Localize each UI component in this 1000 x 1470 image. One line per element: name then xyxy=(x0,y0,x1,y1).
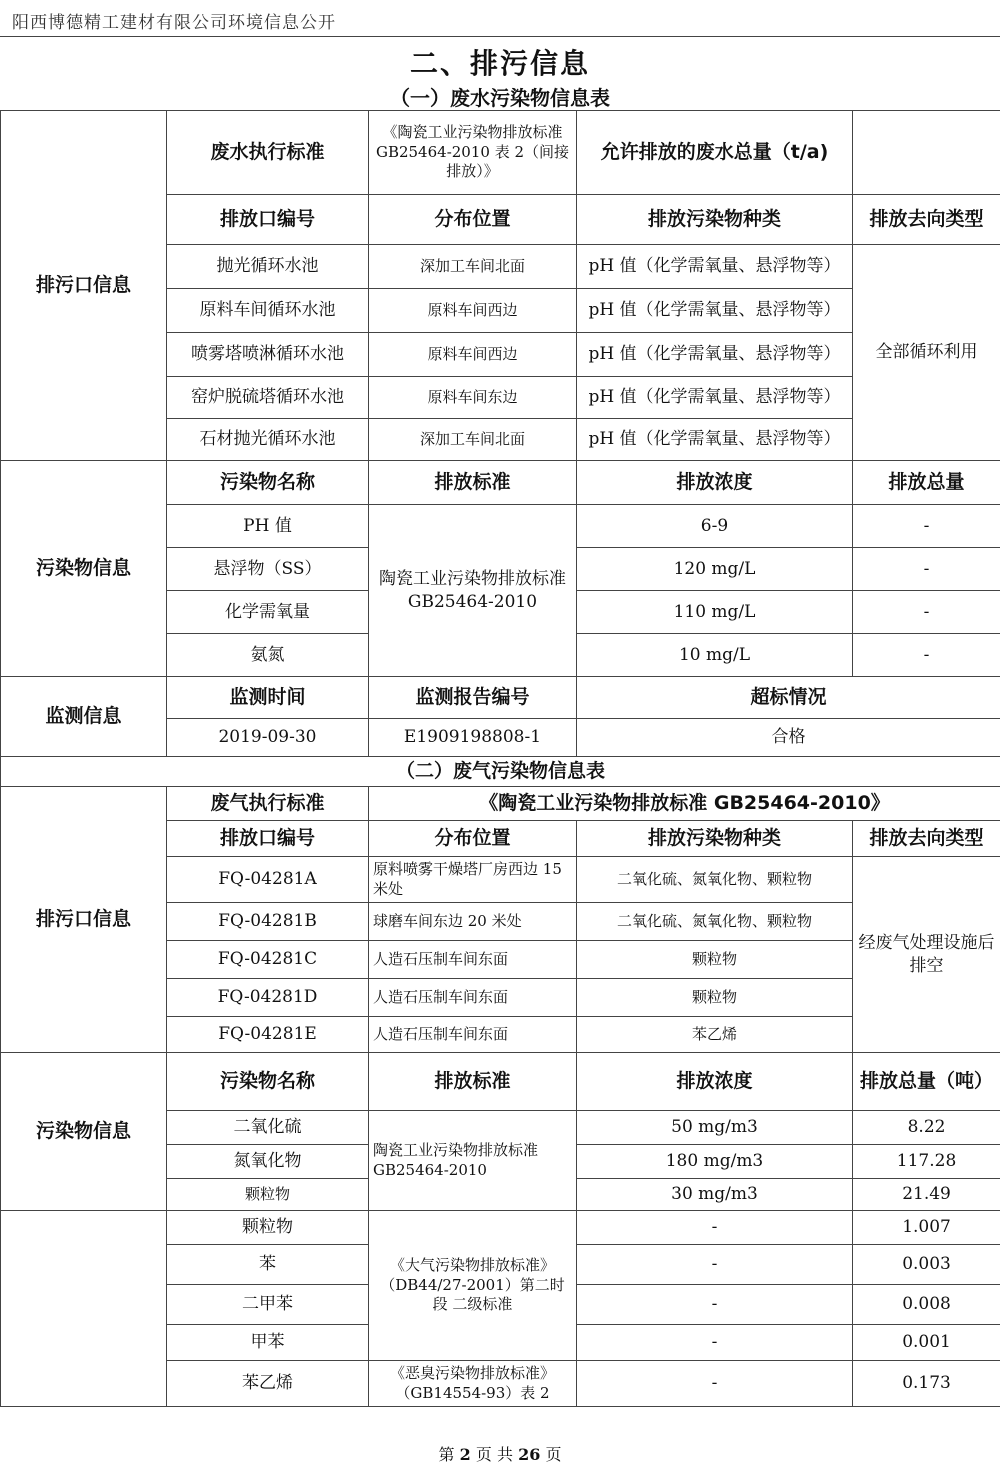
ex-pollutant-total: 0.003 xyxy=(853,1245,1000,1285)
ex-pollutant-total: 0.173 xyxy=(853,1361,1000,1407)
ww-monitor-report: E1909198808-1 xyxy=(369,719,577,757)
ww-outlet-id: 窑炉脱硫塔循环水池 xyxy=(167,377,369,419)
exhaust-table xyxy=(0,756,1000,1407)
ww-outlet-section-label: 排污口信息 xyxy=(1,111,167,461)
ww-outlet-loc: 深加工车间北面 xyxy=(369,245,577,289)
ex-pollutant-name: 颗粒物 xyxy=(167,1211,369,1245)
ex-pollutant-total: 0.001 xyxy=(853,1325,1000,1361)
ww-pollutant-name: 悬浮物（SS） xyxy=(167,548,369,591)
ex-outlet-loc: 球磨车间东边 20 米处 xyxy=(369,903,577,941)
ex-outlet-direction: 经废气处理设施后排空 xyxy=(853,857,1000,1053)
ww-outlet-id: 原料车间循环水池 xyxy=(167,289,369,333)
ex-pollutant-name: 颗粒物 xyxy=(167,1179,369,1211)
ww-std-value: 《陶瓷工业污染物排放标准 GB25464-2010 表 2（间接排放）》 xyxy=(369,111,577,195)
ex-pollutant-total: 117.28 xyxy=(853,1145,1000,1179)
ex-pollutant-total: 0.008 xyxy=(853,1285,1000,1325)
ex-std-label: 废气执行标准 xyxy=(167,787,369,821)
ex-pollutant-name: 二氧化硫 xyxy=(167,1111,369,1145)
ex-pollutant-conc: 50 mg/m3 xyxy=(577,1111,853,1145)
ww-pollutant-header: 排放标准 xyxy=(369,461,577,505)
ex-pollutant-header: 污染物名称 xyxy=(167,1053,369,1111)
page-footer xyxy=(0,1442,1000,1465)
ex-pollutant-total: 21.49 xyxy=(853,1179,1000,1211)
ex-group2-standard: 《大气污染物排放标准》（DB44/27-2001）第二时段 二级标准 xyxy=(369,1211,577,1361)
ww-outlet-header: 排放去向类型 xyxy=(853,195,1000,245)
ww-outlet-header: 分布位置 xyxy=(369,195,577,245)
header-divider xyxy=(0,36,1000,37)
footer-mid: 页 共 xyxy=(475,1445,513,1464)
footer-total-pages: 26 xyxy=(518,1445,541,1464)
ex-pollutant-name: 氮氧化物 xyxy=(167,1145,369,1179)
ww-pollutant-standard: 陶瓷工业污染物排放标准 GB25464-2010 xyxy=(369,505,577,677)
ww-pollutant-name: PH 值 xyxy=(167,505,369,548)
ww-outlet-direction: 全部循环利用 xyxy=(853,245,1000,461)
ww-outlet-loc: 深加工车间北面 xyxy=(369,419,577,461)
ex-pollutant-conc: 180 mg/m3 xyxy=(577,1145,853,1179)
ww-pollutant-name: 化学需氧量 xyxy=(167,591,369,634)
ex-pollutant-total: 8.22 xyxy=(853,1111,1000,1145)
ww-outlet-kind: pH 值（化学需氧量、悬浮物等） xyxy=(577,289,853,333)
ex-outlet-id: FQ-04281C xyxy=(167,941,369,979)
ww-outlet-header: 排放口编号 xyxy=(167,195,369,245)
ww-outlet-kind: pH 值（化学需氧量、悬浮物等） xyxy=(577,245,853,289)
ex-pollutant-header: 排放标准 xyxy=(369,1053,577,1111)
ww-monitor-header: 超标情况 xyxy=(577,677,1000,719)
ex-pollutant-conc: 30 mg/m3 xyxy=(577,1179,853,1211)
exhaust-caption: （二）废气污染物信息表 xyxy=(1,757,1000,787)
ww-pollutant-conc: 120 mg/L xyxy=(577,548,853,591)
footer-suffix: 页 xyxy=(545,1445,562,1464)
ex-pollutant-conc: - xyxy=(577,1245,853,1285)
ex-pollutant-name: 苯 xyxy=(167,1245,369,1285)
ww-monitor-section-label: 监测信息 xyxy=(1,677,167,757)
ww-monitor-header: 监测报告编号 xyxy=(369,677,577,719)
ww-pollutant-total: - xyxy=(853,634,1000,677)
ex-pollutant-name: 苯乙烯 xyxy=(167,1361,369,1407)
wastewater-caption: （一）废水污染物信息表 xyxy=(390,86,610,110)
ww-outlet-loc: 原料车间东边 xyxy=(369,377,577,419)
ex-outlet-loc: 人造石压制车间东面 xyxy=(369,979,577,1017)
ww-monitor-status: 合格 xyxy=(577,719,1000,757)
ww-pollutant-header: 排放浓度 xyxy=(577,461,853,505)
ex-outlet-kind: 二氧化硫、氮氧化物、颗粒物 xyxy=(577,903,853,941)
ex-outlet-kind: 颗粒物 xyxy=(577,979,853,1017)
ww-outlet-id: 抛光循环水池 xyxy=(167,245,369,289)
ex-outlet-header: 排放去向类型 xyxy=(853,821,1000,857)
ww-pollutant-header: 排放总量 xyxy=(853,461,1000,505)
ex-outlet-id: FQ-04281D xyxy=(167,979,369,1017)
ex-pollutant-header: 排放浓度 xyxy=(577,1053,853,1111)
ex-pollutant-conc: - xyxy=(577,1325,853,1361)
ex-group1-standard: 陶瓷工业污染物排放标准 GB25464-2010 xyxy=(369,1111,577,1211)
ex-pollutant-conc: - xyxy=(577,1285,853,1325)
ww-pollutant-conc: 110 mg/L xyxy=(577,591,853,634)
ww-monitor-header: 监测时间 xyxy=(167,677,369,719)
ex-pollutant-conc: - xyxy=(577,1361,853,1407)
ex-outlet-id: FQ-04281E xyxy=(167,1017,369,1053)
ex-outlet-id: FQ-04281B xyxy=(167,903,369,941)
ex-pollutant-header: 排放总量（吨） xyxy=(853,1053,1000,1111)
ww-pollutant-total: - xyxy=(853,505,1000,548)
ww-monitor-time: 2019-09-30 xyxy=(167,719,369,757)
ww-pollutant-name: 氨氮 xyxy=(167,634,369,677)
footer-prefix: 第 xyxy=(438,1445,455,1464)
ex-pollutant-section-label: 污染物信息 xyxy=(1,1053,167,1211)
ex-pollutant-total: 1.007 xyxy=(853,1211,1000,1245)
footer-page-number: 2 xyxy=(459,1445,471,1464)
ex-outlet-header: 排放污染物种类 xyxy=(577,821,853,857)
ww-allowed-label: 允许排放的废水总量（t/a) xyxy=(577,111,853,195)
ex-pollutant-name: 甲苯 xyxy=(167,1325,369,1361)
ww-allowed-value xyxy=(853,111,1000,195)
ww-std-label: 废水执行标准 xyxy=(167,111,369,195)
ww-outlet-loc: 原料车间西边 xyxy=(369,333,577,377)
ex-group3-standard: 《恶臭污染物排放标准》（GB14554-93）表 2 xyxy=(369,1361,577,1407)
ww-outlet-id: 石材抛光循环水池 xyxy=(167,419,369,461)
ex-outlet-section-label: 排污口信息 xyxy=(1,787,167,1053)
ex-outlet-loc: 人造石压制车间东面 xyxy=(369,941,577,979)
ww-outlet-kind: pH 值（化学需氧量、悬浮物等） xyxy=(577,377,853,419)
ww-outlet-id: 喷雾塔喷淋循环水池 xyxy=(167,333,369,377)
ww-pollutant-total: - xyxy=(853,548,1000,591)
ww-pollutant-conc: 6-9 xyxy=(577,505,853,548)
ww-pollutant-total: - xyxy=(853,591,1000,634)
ex-extra-section-label xyxy=(1,1211,167,1407)
ex-outlet-kind: 苯乙烯 xyxy=(577,1017,853,1053)
ex-outlet-loc: 人造石压制车间东面 xyxy=(369,1017,577,1053)
ex-pollutant-conc: - xyxy=(577,1211,853,1245)
ex-outlet-id: FQ-04281A xyxy=(167,857,369,903)
wastewater-table xyxy=(0,110,1000,757)
ex-outlet-header: 排放口编号 xyxy=(167,821,369,857)
ex-pollutant-name: 二甲苯 xyxy=(167,1285,369,1325)
ww-pollutant-header: 污染物名称 xyxy=(167,461,369,505)
ww-outlet-kind: pH 值（化学需氧量、悬浮物等） xyxy=(577,419,853,461)
ww-pollutant-section-label: 污染物信息 xyxy=(1,461,167,677)
ww-pollutant-conc: 10 mg/L xyxy=(577,634,853,677)
ww-outlet-loc: 原料车间西边 xyxy=(369,289,577,333)
document-header: 阳西博德精工建材有限公司环境信息公开 xyxy=(12,13,336,33)
ex-outlet-kind: 颗粒物 xyxy=(577,941,853,979)
ww-outlet-kind: pH 值（化学需氧量、悬浮物等） xyxy=(577,333,853,377)
ww-outlet-header: 排放污染物种类 xyxy=(577,195,853,245)
ex-std-value: 《陶瓷工业污染物排放标准 GB25464-2010》 xyxy=(369,787,1000,821)
ex-outlet-header: 分布位置 xyxy=(369,821,577,857)
ex-outlet-loc: 原料喷雾干燥塔厂房西边 15 米处 xyxy=(369,857,577,903)
page-title: 二、排污信息 xyxy=(409,47,590,80)
ex-outlet-kind: 二氧化硫、氮氧化物、颗粒物 xyxy=(577,857,853,903)
